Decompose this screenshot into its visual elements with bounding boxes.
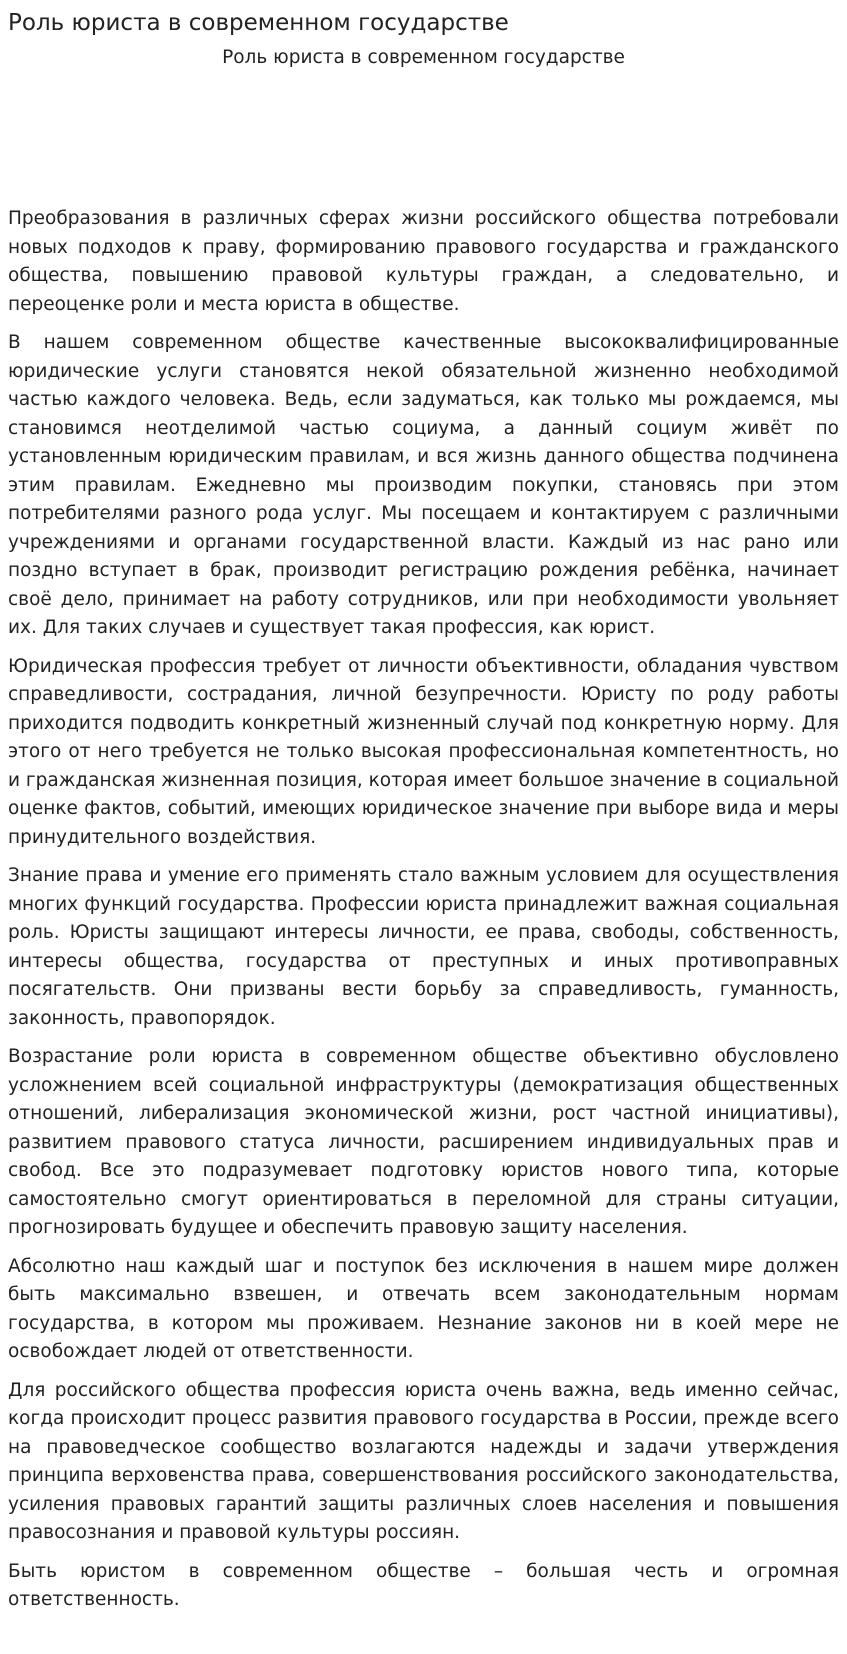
paragraph: Абсолютно наш каждый шаг и поступок без исключения в нашем мире должен быть максимально взвешен, и отвечать всем законодательным нормам государства, в котором мы проживаем. Незнание законов ни в коей мере не освобождает людей от ответственности. <box>8 1255 839 1362</box>
document-subtitle: Роль юриста в современном государстве <box>222 47 625 68</box>
article-body <box>8 205 839 1615</box>
paragraph: Юридическая профессия требует от личности объективности, обладания чувством справедливости, сострадания, личной безупречности. Юристу по роду работы приходится подводить конкретный жизненный случай под конкретную норму. Для этого от него требуется не только высокая профессиональная компетентность, но и гражданская жизненная позиция, которая имеет большое значение в социальной оценке фактов, событий, имеющих юридическое значение при выборе вида и меры принудительного воздействия. <box>8 655 840 848</box>
page-title: Роль юриста в современном государстве <box>8 10 509 36</box>
paragraph: В нашем современном обществе качественные высококвалифицированные юридические услуги становятся некой обязательной жизненно необходимой частью каждого человека. Ведь, если задуматься, как только мы рождаемся, мы становимся неотделимой частью социума, а данный социум живёт по установленным юридическим правилам, и вся жизнь данного общества подчинена этим правилам. Ежедневно мы производим покупки, становясь при этом потребителями разного рода услуг. Мы посещаем и контактируем с различными учреждениями и органами государственной власти. Каждый из нас рано или поздно вступает в брак, производит регистрацию рождения ребёнка, начинает своё дело, принимает на работу сотрудников, или при необходимости увольняет их. Для таких случаев и существует такая профессия, как юрист. <box>8 332 839 638</box>
paragraph: Возрастание роли юриста в современном обществе объективно обусловлено усложнением всей социальной инфраструктуры (демократизация общественных отношений, либерализация экономической жизни, рост частной инициативы), развитием правового статуса личности, расширением индивидуальных прав и свобод. Все это подразумевает подготовку юристов нового типа, которые самостоятельно смогут ориентироваться в переломной для страны ситуации, прогнозировать будущее и обеспечить правовую защиту населения. <box>8 1046 839 1238</box>
paragraph: Преобразования в различных сферах жизни российского общества потребовали новых подходов к праву, формированию правового государства и гражданского общества, повышению правовой культуры граждан, а следовательно, и переоценке роли и места юриста в обществе. <box>8 208 839 315</box>
paragraph: Быть юристом в современном обществе – большая честь и огромная ответственность. <box>8 1560 839 1610</box>
paragraph: Знание права и умение его применять стало важным условием для осуществления многих функций государства. Профессии юриста принадлежит важная социальная роль. Юристы защищают интересы личности, ее права, свободы, собственность, интересы общества, государства от преступных и иных противоправных посягательств. Они призваны вести борьбу за справедливость, гуманность, законность, правопорядок. <box>8 865 839 1029</box>
paragraph: Для российского общества профессия юриста очень важна, ведь именно сейчас, когда происходит процесс развития правового государства в России, прежде всего на правоведческое сообщество возлагаются надежды и задачи утверждения принципа верховенства права, совершенствования российского законодательства, усиления правовых гарантий защиты различных слоев населения и повышения правосознания и правовой культуры россиян. <box>8 1379 839 1543</box>
